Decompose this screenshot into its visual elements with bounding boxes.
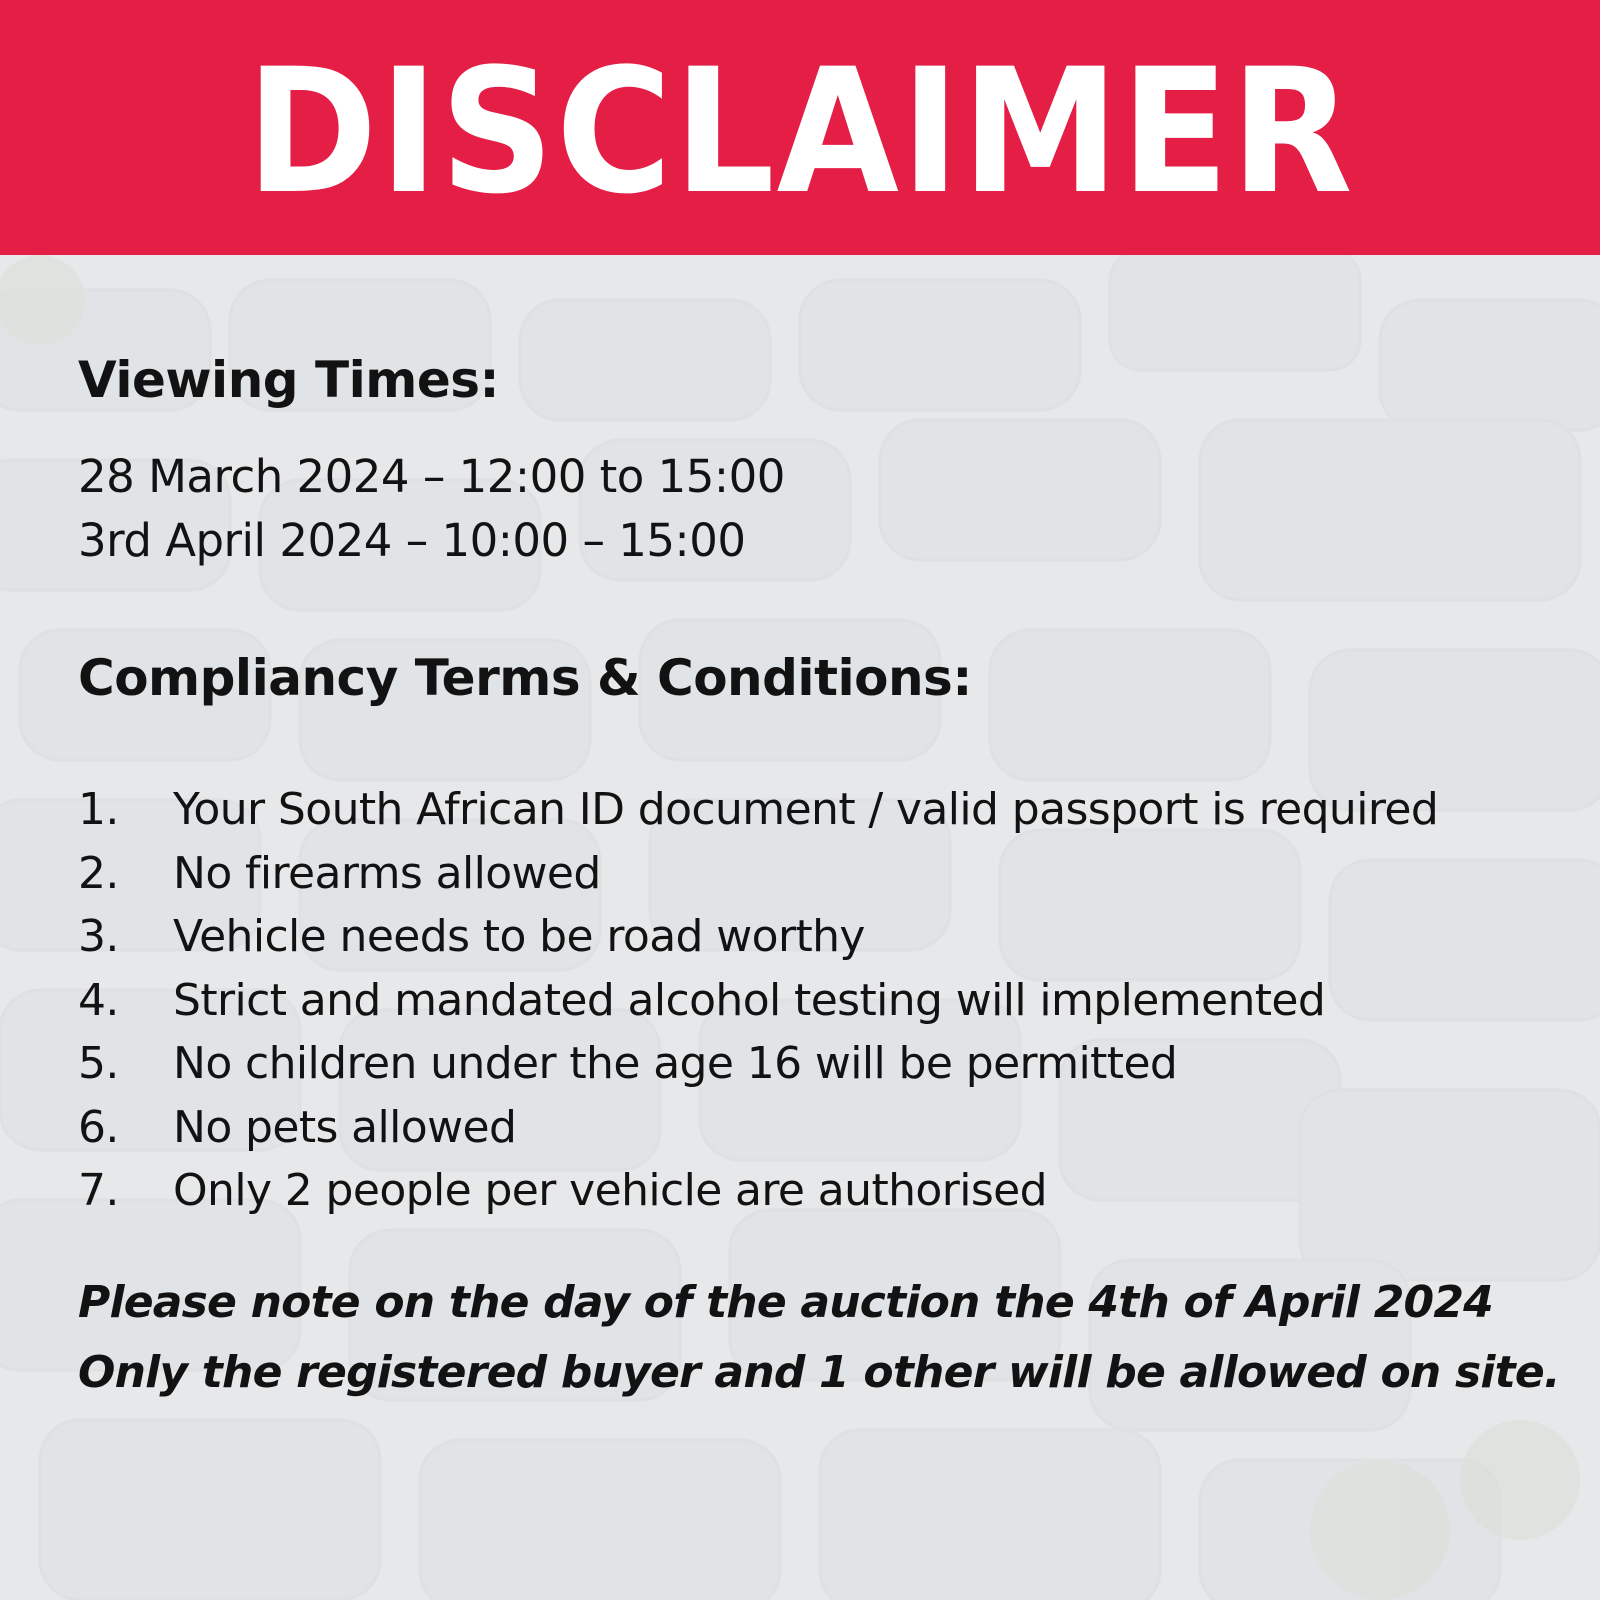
viewing-times-heading: Viewing Times:	[78, 351, 500, 409]
condition-text: Only 2 people per vehicle are authorised	[173, 1165, 1047, 1216]
condition-item-5	[78, 1032, 1558, 1096]
condition-number: 4.	[78, 974, 119, 1026]
condition-text: Strict and mandated alcohol testing will implemented	[173, 974, 1326, 1026]
disclaimer-content	[78, 351, 1560, 1408]
condition-text: No firearms allowed	[173, 847, 601, 899]
condition-number: 7.	[78, 1165, 119, 1216]
condition-number: 3.	[78, 911, 119, 962]
condition-item-1	[78, 778, 1558, 842]
condition-number: 2.	[78, 847, 119, 899]
disclaimer-banner	[0, 0, 1600, 255]
condition-number: 5.	[78, 1038, 119, 1089]
condition-item-3	[78, 905, 1558, 969]
condition-item-7	[78, 1159, 1558, 1223]
note-line-1: Please note on the day of the auction the 4th of April 2024	[78, 1276, 1493, 1328]
conditions-list	[78, 778, 1558, 1223]
auction-day-note	[78, 1268, 1558, 1408]
condition-text: No pets allowed	[173, 1101, 517, 1153]
condition-number: 6.	[78, 1101, 119, 1153]
condition-item-2	[78, 842, 1558, 906]
banner-title: DISCLAIMER	[245, 30, 1355, 232]
note-line-2: Only the registered buyer and 1 other will be allowed on site.	[78, 1346, 1560, 1398]
condition-text: No children under the age 16 will be permitted	[173, 1038, 1178, 1089]
condition-item-6	[78, 1096, 1558, 1160]
condition-text: Vehicle needs to be road worthy	[173, 911, 865, 962]
viewing-time-2: 3rd April 2024 – 10:00 – 15:00	[78, 514, 746, 567]
viewing-time-1: 28 March 2024 – 12:00 to 15:00	[78, 450, 785, 503]
condition-number: 1.	[78, 784, 119, 835]
condition-text: Your South African ID document / valid passport is required	[173, 784, 1439, 835]
conditions-heading: Compliancy Terms & Conditions:	[78, 649, 972, 707]
condition-item-4	[78, 969, 1558, 1033]
